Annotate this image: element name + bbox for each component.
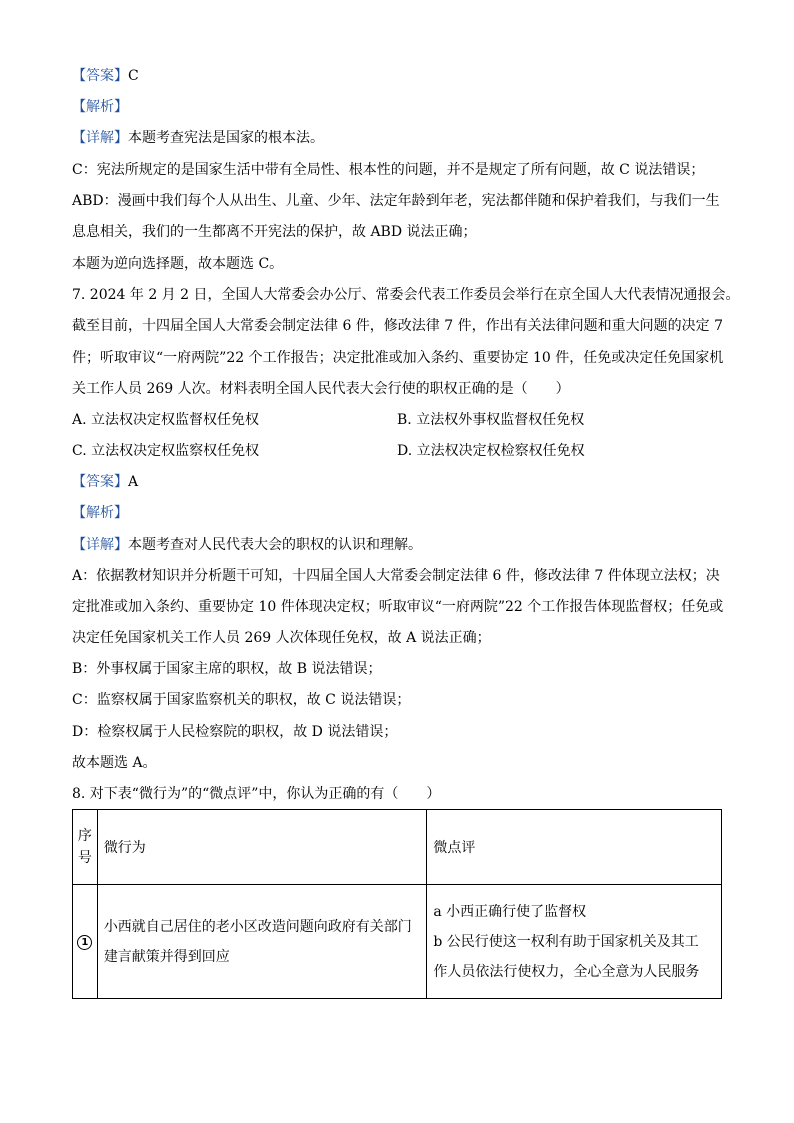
answer-value: A xyxy=(128,474,139,490)
comment-b-line-1: b 公民行使这一权利有助于国家机关及其工 xyxy=(433,933,699,950)
detail-intro: 本题考查对人民代表大会的职权的认识和理解。 xyxy=(128,537,422,553)
q7-para-a2: 定批准或加入条约、重要协定 10 件体现决定权；听取审议“一府两院”22 个工作报告体现监督权；任免或 xyxy=(72,599,724,615)
q7-para-d: D：检察权属于人民检察院的职权，故 D 说法错误； xyxy=(72,724,398,740)
analysis-tag: 【解析】 xyxy=(72,505,128,521)
q7-option-b: B. 立法权外事权监督权任免权 xyxy=(397,412,585,428)
q7-para-a3: 决定任免国家机关工作人员 269 人次体现任免权，故 A 说法正确； xyxy=(72,630,491,646)
header-behavior-cell: 微行为 xyxy=(97,810,427,885)
q7-answer xyxy=(72,472,138,492)
table-row xyxy=(73,885,722,999)
row-behavior-cell xyxy=(97,885,427,999)
q7-para-b: B：外事权属于国家主席的职权，故 B 说法错误； xyxy=(72,661,382,677)
q6-conclusion: 本题为逆向选择题，故本题选 C。 xyxy=(72,256,284,272)
q8-stem: 8. 对下表“微行为”的“微点评”中，你认为正确的有（ ） xyxy=(72,786,441,802)
comment-a: a 小西正确行使了监督权 xyxy=(433,903,587,920)
answer-tag: 【答案】 xyxy=(72,68,128,84)
q7-option-a: A. 立法权决定权监督权任免权 xyxy=(72,412,260,428)
q7-para-a1: A：依据教材知识并分析题干可知，十四届全国人大常委会制定法律 6 件，修改法律 7 件体现立法权；决 xyxy=(72,568,720,584)
q7-stem-3: 件；听取审议“一府两院”22 个工作报告；决定批准或加入条约、重要协定 10 件，任免或决定任免国家机 xyxy=(72,350,724,366)
row-comment-cell xyxy=(427,885,722,999)
q6-answer xyxy=(72,66,139,86)
header-number-cell xyxy=(73,810,98,885)
answer-tag: 【答案】 xyxy=(72,474,128,490)
q7-stem-4: 关工作人员 269 人次。材料表明全国人民代表大会行使的职权正确的是（ ） xyxy=(72,381,570,397)
row-number-cell xyxy=(73,885,98,999)
q7-stem-2: 截至目前，十四届全国人大常委会制定法律 6 件，修改法律 7 件，作出有关法律问题和重大问题的决定 7 xyxy=(72,318,723,334)
comment-b-line-2: 作人员依法行使权力，全心全意为人民服务 xyxy=(433,963,700,980)
q7-option-d: D. 立法权决定权检察权任免权 xyxy=(397,443,585,459)
q8-table xyxy=(72,809,722,999)
q6-para-1: C：宪法所规定的是国家生活中带有全局性、根本性的问题，并不是规定了所有问题，故 C 说法错误； xyxy=(72,162,705,178)
header-number-char-2: 号 xyxy=(77,850,92,866)
behavior-line-1: 小西就自己居住的老小区改造问题向政府有关部门 xyxy=(103,918,412,935)
table-header-row xyxy=(73,810,722,885)
q6-para-2a: ABD：漫画中我们每个人从出生、儿童、少年、法定年龄到年老，宪法都伴随和保护着我们，与我们一生 xyxy=(72,193,720,209)
behavior-line-2: 建言献策并得到回应 xyxy=(103,948,230,965)
header-comment-cell: 微点评 xyxy=(427,810,722,885)
detail-intro: 本题考查宪法是国家的根本法。 xyxy=(128,130,324,146)
detail-tag: 【详解】 xyxy=(72,130,128,146)
q7-stem-1: 7. 2024 年 2 月 2 日，全国人大常委会办公厅、常委会代表工作委员会举行在京全国人大代表情况通报会。 xyxy=(72,287,740,303)
q7-para-c: C：监察权属于国家监察机关的职权，故 C 说法错误； xyxy=(72,692,411,708)
answer-value: C xyxy=(128,68,139,84)
q7-conclusion: 故本题选 A。 xyxy=(72,755,157,771)
analysis-tag: 【解析】 xyxy=(72,99,128,115)
header-number-char-1: 序 xyxy=(77,828,92,844)
detail-tag: 【详解】 xyxy=(72,537,128,553)
circled-number: 1 xyxy=(77,935,92,950)
q6-para-2b: 息息相关，我们的一生都离不开宪法的保护，故 ABD 说法正确； xyxy=(72,224,477,240)
q7-detail xyxy=(72,535,422,555)
q6-detail xyxy=(72,128,324,148)
q7-option-c: C. 立法权决定权监察权任免权 xyxy=(72,443,260,459)
